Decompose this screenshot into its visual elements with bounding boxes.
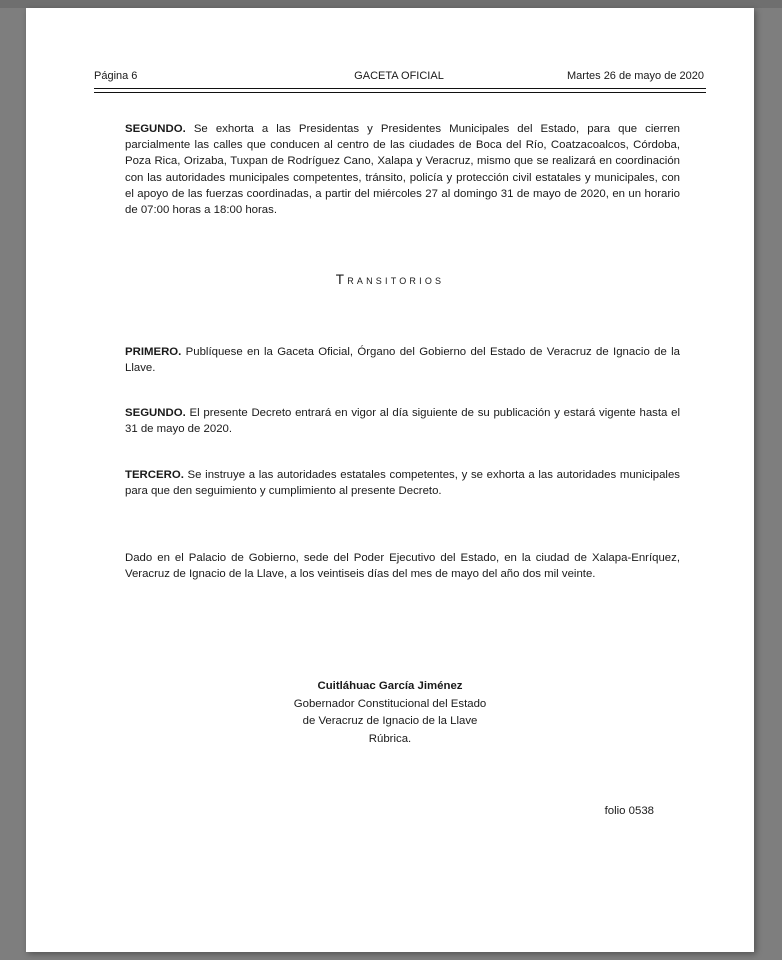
transitorio-tercero-label: TERCERO. <box>125 469 184 481</box>
photo-frame-edge <box>0 0 782 8</box>
signatory-title-line1: Gobernador Constitucional del Estado <box>293 697 487 710</box>
transitorio-primero-text: Publíquese en la Gaceta Oficial, Órgano del Gobierno del Estado de Veracruz de Ignacio de la Llave. <box>125 346 680 375</box>
transitorio-tercero <box>125 467 680 499</box>
signature-block <box>26 678 754 748</box>
header-double-rule <box>94 88 706 93</box>
closing-paragraph: Dado en el Palacio de Gobierno, sede del Poder Ejecutivo del Estado, en la ciudad de Xalapa-Enríquez, Veracruz de Ignacio de la Llave, a los veintiseis días del mes de mayo del año dos mil veinte. <box>125 552 680 581</box>
folio-number: folio 0538 <box>604 805 654 817</box>
article-segundo-label: SEGUNDO. <box>125 123 186 135</box>
transitorio-tercero-text: Se instruye a las autoridades estatales competentes, y se exhorta a las autoridades municipales para que den seguimiento y cumplimiento al presente Decreto. <box>125 469 680 498</box>
page-header <box>94 70 704 90</box>
transitorio-segundo-label: SEGUNDO. <box>125 407 186 419</box>
rubrica: Rúbrica. <box>368 732 412 745</box>
article-segundo <box>125 121 680 218</box>
transitorio-segundo-text: El presente Decreto entrará en vigor al día siguiente de su publicación y estará vigente hasta el 31 de mayo de 2020. <box>125 407 680 436</box>
publication-date: Martes 26 de mayo de 2020 <box>567 70 704 82</box>
transitorio-primero-label: PRIMERO. <box>125 346 182 358</box>
signatory-name: Cuitláhuac García Jiménez <box>317 680 463 692</box>
transitorios-heading: Transitorios <box>335 272 445 287</box>
publication-title: GACETA OFICIAL <box>354 70 444 82</box>
transitorio-segundo <box>125 405 680 437</box>
page-number: Página 6 <box>94 70 138 82</box>
transitorio-primero <box>125 344 680 376</box>
article-segundo-text: Se exhorta a las Presidentas y Presidentes Municipales del Estado, para que cierren parcialmente las calles que conducen al centro de las ciudades de Boca del Río, Coatzacoalcos, Córdoba, Poza Rica, Orizaba, Tuxpan de Rodríguez Cano, Xalapa y Veracruz, mismo que se realizará en coordinación con las autoridades municipales competentes, tránsito, policía y protección civil estatales y municipales, con el apoyo de las fuerzas coordinadas, a partir del miércoles 27 al domingo 31 de mayo de 2020, en un horario de 07:00 horas a 18:00 horas. <box>125 123 680 217</box>
document-page <box>26 8 754 952</box>
signatory-title-line2: de Veracruz de Ignacio de la Llave <box>302 715 478 727</box>
